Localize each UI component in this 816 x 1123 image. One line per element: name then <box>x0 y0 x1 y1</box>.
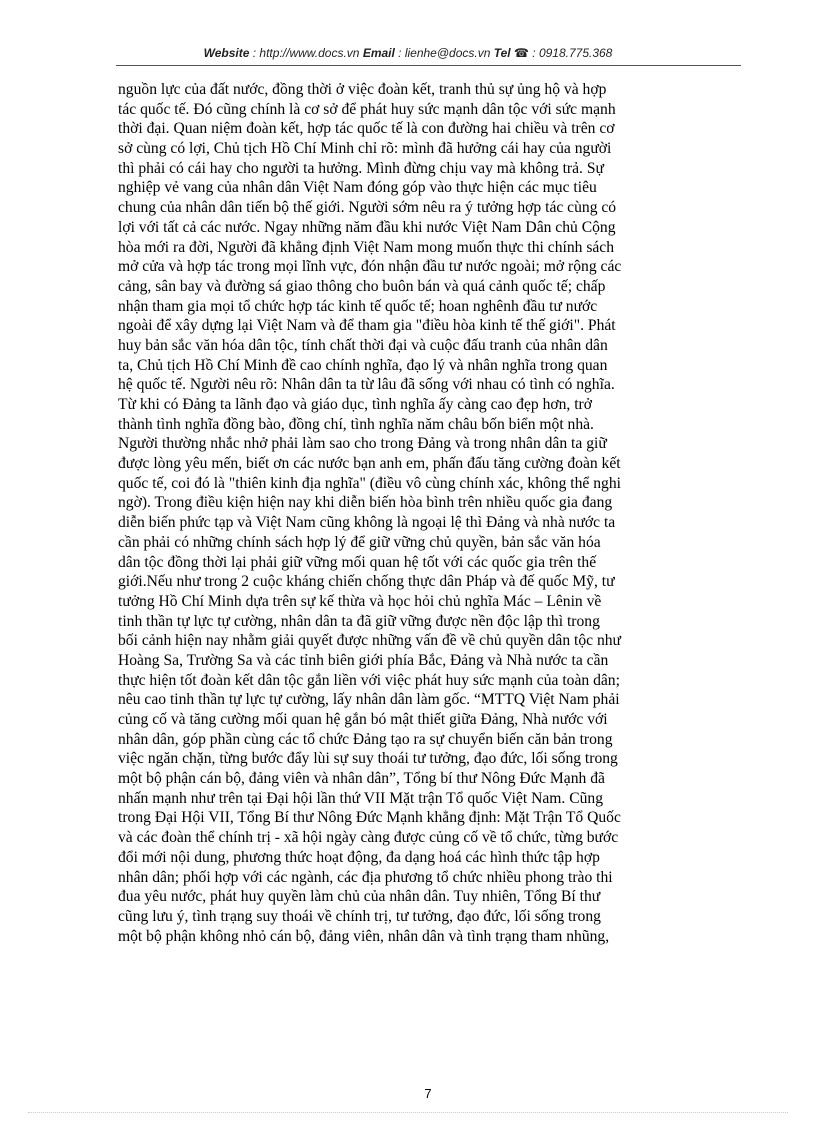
footer-divider <box>28 1112 788 1113</box>
text-line: thực hiện tốt đoàn kết dân tộc gắn liền với việc phát huy sức mạnh của toàn dân; <box>118 671 620 689</box>
text-line: trong Đại Hội VII, Tổng Bí thư Nông Đức Mạnh khẳng định: Mặt Trận Tổ Quốc <box>118 809 621 827</box>
text-line: Từ khi có Đảng ta lãnh đạo và giáo dục, tình nghĩa ấy càng cao đẹp hơn, trở <box>118 396 592 413</box>
text-line: nghiệp vẻ vang của nhân dân Việt Nam đóng góp vào thực hiện các mục tiêu <box>118 179 597 197</box>
text-line: huy bản sắc văn hóa dân tộc, tính chất thời đại và cuộc đấu tranh của nhân dân <box>118 336 608 354</box>
text-line: sở cùng có lợi, Chủ tịch Hồ Chí Minh chỉ rõ: mình đã hưởng cái hay của người <box>118 140 612 158</box>
text-line: nhận tham gia mọi tổ chức hợp tác kinh tế quốc tế; hoan nghênh đầu tư nước <box>118 297 598 315</box>
text-line: nhân dân, góp phần cùng các tổ chức Đảng tạo ra sự chuyển biến căn bản trong <box>118 730 613 748</box>
text-line: tưởng Hồ Chí Minh dựa trên sự kế thừa và học hỏi chủ nghĩa Mác – Lênin về <box>118 592 602 610</box>
text-line: hệ quốc tế. Người nêu rõ: Nhân dân ta từ lâu đã sống với nhau có tình có nghĩa. <box>118 376 615 394</box>
text-line: Hoàng Sa, Trường Sa và các tỉnh biên giới phía Bắc, Đảng và Nhà nước ta cần <box>118 651 609 669</box>
text-line: lợi với tất cả các nước. Ngay những năm đầu khi nước Việt Nam Dân chủ Cộng <box>118 218 616 236</box>
text-line: đổi mới nội dung, phương thức hoạt động, đa dạng hoá các hình thức tập hợp <box>118 848 600 866</box>
text-line: Người thường nhắc nhở phải làm sao cho trong Đảng và trong nhân dân ta giữ <box>118 435 607 453</box>
text-line: thì phải có cái hay cho người ta hưởng. Mình đừng chịu vay mà không trả. Sự <box>118 159 604 177</box>
text-line: được lòng yêu mến, biết ơn các nước bạn anh em, phấn đấu tăng cường đoàn kết <box>118 455 621 473</box>
tel-number: : 0918.775.368 <box>528 46 613 60</box>
text-line: mở cửa và hợp tác trong mọi lĩnh vực, đón nhận đầu tư nước ngoài; mở rộng các <box>118 258 622 276</box>
page-number: 7 <box>424 1086 432 1101</box>
text-line: việc ngăn chặn, từng bước đẩy lùi sự suy thoái tư tưởng, đạo đức, lối sống trong <box>118 750 618 768</box>
text-line: thời đại. Quan niệm đoàn kết, hợp tác quốc tế là con đường hai chiều và trên cơ <box>118 120 615 138</box>
website-label: Website <box>203 46 250 60</box>
phone-icon: ☎ <box>513 46 529 60</box>
text-line: cũng lưu ý, tình trạng suy thoái về chính trị, tư tưởng, đạo đức, lối sống trong <box>118 907 601 925</box>
text-line: củng cố và tăng cường mối quan hệ gắn bó mật thiết giữa Đảng, Nhà nước với <box>118 711 608 728</box>
text-line: chung của nhân dân tiến bộ thế giới. Người sớm nêu ra ý tưởng hợp tác cùng có <box>118 199 617 217</box>
text-line: nêu cao tinh thần tự lực tự cường, lấy nhân dân làm gốc. “MTTQ Việt Nam phải <box>118 691 620 709</box>
website-url[interactable]: : http://www.docs.vn <box>249 46 363 60</box>
text-line: hòa mới ra đời, Người đã khẳng định Việt Nam mong muốn thực thi chính sách <box>118 238 615 256</box>
text-line: đua yêu nước, phát huy quyền làm chủ của nhân dân. Tuy nhiên, Tổng Bí thư <box>118 888 601 906</box>
text-line: cảng, sân bay và đường sá giao thông cho buôn bán và quá cảnh quốc tế; chấp <box>118 277 606 295</box>
header-divider <box>116 65 741 66</box>
text-line: ngoài để xây dựng lại Việt Nam và để tham gia "điều hòa kinh tế thế giới". Phát <box>118 317 616 335</box>
text-line: một bộ phận cán bộ, đảng viên và nhân dân”, Tổng bí thư Nông Đức Mạnh đã <box>118 770 605 788</box>
text-line: giới.Nếu như trong 2 cuộc kháng chiến chống thực dân Pháp và đế quốc Mỹ, tư <box>118 573 615 591</box>
text-line: thành tình nghĩa đồng bào, đồng chí, tình nghĩa năm châu bốn biển một nhà. <box>118 415 594 433</box>
text-line: tác quốc tế. Đó cũng chính là cơ sở để phát huy sức mạnh dân tộc với sức mạnh <box>118 100 616 118</box>
email-label: Email <box>362 46 395 60</box>
email-address[interactable]: : lienhe@docs.vn <box>394 46 494 60</box>
document-body <box>118 80 738 946</box>
text-line: diễn biến phức tạp và Việt Nam cũng không là ngoại lệ thì Đảng và nhà nước ta <box>118 514 616 532</box>
text-line: một bộ phận không nhỏ cán bộ, đảng viên, nhân dân và tình trạng tham nhũng, <box>118 927 610 945</box>
text-line: tinh thần tự lực tự cường, nhân dân ta đã giữ vững được nền độc lập thì trong <box>118 612 600 630</box>
text-line: ta, Chủ tịch Hồ Chí Minh đề cao chính nghĩa, đạo lý và nhân nghĩa trong quan <box>118 356 608 374</box>
tel-label: Tel <box>493 46 511 60</box>
page-header <box>0 46 816 60</box>
text-line: nhấn mạnh như trên tại Đại hội lần thứ VII Mặt trận Tổ quốc Việt Nam. Cũng <box>118 789 603 807</box>
text-line: cần phải có những chính sách hợp lý để giữ vững chủ quyền, bản sắc văn hóa <box>118 533 601 551</box>
text-line: và các đoàn thể chính trị - xã hội ngày càng được củng cố về tổ chức, từng bước <box>118 829 619 847</box>
text-line: nhân dân; phối hợp với các ngành, các địa phương tổ chức nhiều phong trào thi <box>118 868 613 886</box>
text-line: ngờ). Trong điều kiện hiện nay khi diễn biến hòa bình trên nhiều quốc gia đang <box>118 494 613 512</box>
text-line: quốc tế, coi đó là "thiên kinh địa nghĩa" (điều vô cùng chính xác, không thể nghi <box>118 474 621 492</box>
text-line: bối cảnh hiện nay nhằm giải quyết được những vấn đề về chủ quyền dân tộc như <box>118 632 622 650</box>
text-line: nguồn lực của đất nước, đồng thời ở việc đoàn kết, tranh thủ sự ủng hộ và hợp <box>118 81 607 98</box>
text-line: dân tộc đồng thời lại phải giữ vững mối quan hệ tốt với các quốc gia trên thế <box>118 553 597 571</box>
